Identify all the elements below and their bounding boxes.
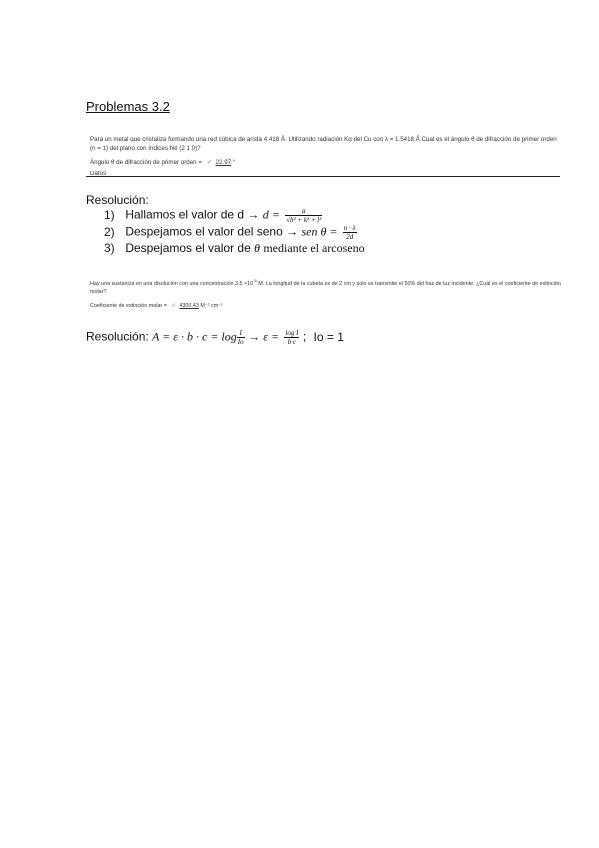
problem-1-card (90, 135, 560, 167)
fraction-numerator: n · λ (343, 224, 356, 232)
step-text: Despejamos el valor de (125, 241, 251, 255)
fraction-denominator: Io (237, 338, 244, 346)
equation-lhs: A = ε · b · c = log (152, 329, 237, 344)
cut-off-label: Datos (90, 171, 107, 175)
arrow-icon: → (247, 329, 260, 344)
answer-value: 4300.43 (179, 302, 199, 309)
separator: ; (302, 329, 307, 344)
statement-post: M. La longitud de la cubeta es de 2 cm y solo se transmite el 50% del haz de luz incidente. ¿Cuál es el coeficiente de extinción molar? (90, 280, 561, 295)
fraction-numerator: log I (285, 329, 299, 337)
step-tail: mediante el arcoseno (263, 241, 365, 255)
answer-unit: ° (232, 159, 236, 166)
check-icon: ✓ (171, 302, 176, 309)
problem-2-statement (90, 277, 565, 296)
answer-unit: M⁻¹ cm⁻¹ (200, 302, 223, 309)
resolution-1-heading: Resolución: (86, 193, 149, 207)
arrow-icon: → (286, 224, 299, 239)
resolution-1-steps (104, 207, 365, 258)
step-2 (104, 224, 365, 241)
fraction (284, 329, 299, 346)
epsilon-lhs: ε = (263, 329, 280, 344)
problem-1-statement: Para un metal que cristaliza formando una red cúbica de arista 4.418 Å. Utilizando radiación Kα del Cu con λ = 1.5418 Å Cual es el ángulo θ de difracción de primer orden (n = 1) del plano con índices hkl (2 1 0)? (90, 136, 557, 152)
statement-exponent: -5 (253, 278, 257, 283)
step-text: Despejamos el valor del seno (125, 224, 283, 239)
fraction (343, 224, 357, 241)
problem-2-answer (90, 302, 565, 310)
problem-2-card (90, 277, 565, 310)
fraction-numerator: a (285, 207, 322, 216)
answer-label: Ángulo θ de difracción de primer orden = (90, 159, 202, 166)
check-icon: ✓ (206, 159, 212, 166)
problem-1-answer (90, 158, 560, 167)
fraction-denominator: b·c (287, 338, 297, 346)
arrow-icon: → (247, 207, 260, 222)
answer-label: Coeficiente de extinción molar = (90, 302, 167, 309)
step-number: 1) (104, 207, 115, 222)
resolution-2-tail: Io = 1 (313, 329, 344, 344)
fraction-numerator: I (237, 329, 245, 338)
step-number: 2) (104, 224, 115, 239)
statement-pre: Hay una sustancia en una disolución con una concentración 3.5 ×10 (90, 280, 254, 287)
step-1 (104, 207, 365, 224)
theta-symbol: θ (254, 241, 260, 255)
fraction (285, 207, 322, 224)
resolution-2-label: Resolución: (86, 329, 149, 344)
fraction-denominator: √h² + k² + l² (286, 216, 322, 224)
answer-value: 22.97 (215, 159, 232, 166)
page-title: Problemas 3.2 (86, 99, 170, 114)
resolution-2 (86, 329, 344, 346)
step-text: Hallamos el valor de d (125, 207, 245, 222)
step-number: 3) (104, 241, 115, 255)
equation-lhs: d = (262, 207, 280, 222)
step-3 (104, 241, 365, 258)
fraction (237, 329, 245, 346)
fraction-denominator: 2d (346, 233, 354, 241)
equation-lhs: sen θ = (301, 224, 338, 239)
section-divider (86, 176, 560, 177)
